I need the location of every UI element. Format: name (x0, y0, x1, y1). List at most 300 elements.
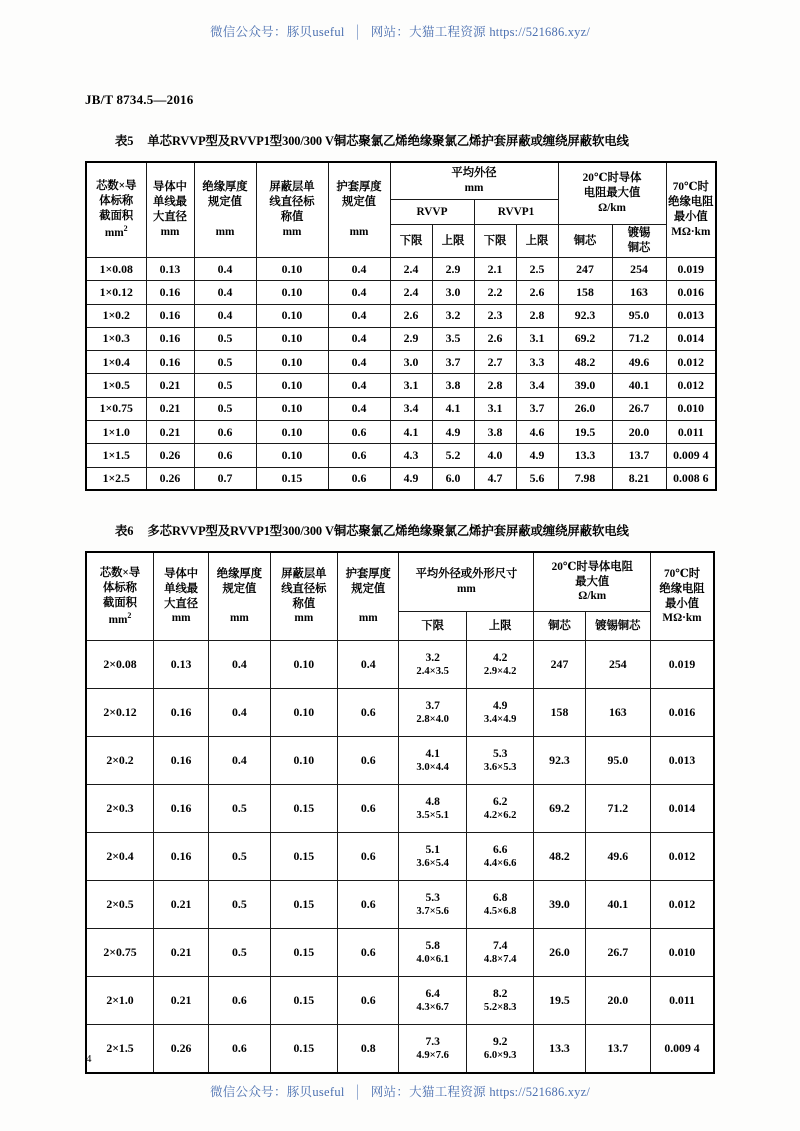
cell-shield-wire-diameter: 0.15 (270, 785, 338, 833)
cell-shield-wire-diameter: 0.10 (256, 444, 328, 467)
cell-sheath-thickness: 0.6 (338, 929, 399, 977)
cell-resistance-tinned: 71.2 (612, 327, 666, 350)
cell-cross-section: 2×0.5 (86, 881, 154, 929)
th-line: 规定值 (351, 582, 386, 595)
cell-resistance-copper: 39.0 (534, 881, 585, 929)
cell-resistance-tinned: 254 (612, 258, 666, 281)
cell-insulation-thickness: 0.4 (194, 304, 256, 327)
cell-insulation-resistance: 0.012 (666, 374, 716, 397)
cell-cross-section: 1×1.0 (86, 421, 146, 444)
table-row (86, 258, 716, 281)
table5-th-tinned-copper-core (612, 225, 666, 258)
cell-rvvp1-lower: 2.2 (474, 281, 516, 304)
cell-upper-limit (466, 1025, 534, 1073)
cell-sheath-thickness: 0.6 (338, 977, 399, 1025)
cell-resistance-copper: 19.5 (558, 421, 612, 444)
cell-rvvp-upper: 4.1 (432, 397, 474, 420)
th-unit: mm (229, 612, 249, 625)
dimension-flat: 6.0×9.3 (483, 1049, 517, 1061)
cell-shield-wire-diameter: 0.10 (256, 327, 328, 350)
th-line: 规定值 (208, 196, 242, 209)
table5-caption-number: 表5 (115, 134, 134, 148)
cell-rvvp-upper: 3.5 (432, 327, 474, 350)
dimension-round: 7.4 (492, 939, 508, 953)
cell-cross-section: 2×0.12 (86, 689, 154, 737)
cell-resistance-tinned: 49.6 (585, 833, 650, 881)
table-row (86, 977, 714, 1025)
cell-cross-section: 2×0.4 (86, 833, 154, 881)
cell-shield-wire-diameter: 0.15 (270, 881, 338, 929)
th-line: 铜芯 (627, 242, 651, 254)
cell-resistance-copper: 19.5 (534, 977, 585, 1025)
cell-insulation-thickness: 0.4 (209, 641, 270, 689)
cell-insulation-resistance: 0.019 (666, 258, 716, 281)
cell-max-wire-diameter: 0.21 (146, 421, 194, 444)
th-line: 绝缘电阻 (659, 582, 705, 595)
table-row (86, 374, 716, 397)
th-unit: mm (104, 226, 124, 239)
cell-sheath-thickness: 0.6 (328, 467, 390, 490)
cell-insulation-thickness: 0.4 (209, 689, 270, 737)
table6-body (86, 641, 714, 1073)
table5-th-sheath-thickness (328, 162, 390, 258)
table6-th-resistance-group (534, 552, 651, 612)
cell-resistance-copper: 247 (558, 258, 612, 281)
cell-rvvp1-lower: 4.0 (474, 444, 516, 467)
cell-insulation-thickness: 0.7 (194, 467, 256, 490)
th-line: 截面积 (103, 596, 137, 609)
cell-rvvp-lower: 2.4 (390, 281, 432, 304)
cell-resistance-copper: 92.3 (534, 737, 585, 785)
cell-max-wire-diameter: 0.21 (154, 929, 209, 977)
th-line: 70℃时 (672, 181, 709, 194)
cell-max-wire-diameter: 0.21 (146, 374, 194, 397)
dimension-round: 4.1 (425, 747, 440, 761)
cell-resistance-copper: 26.0 (534, 929, 585, 977)
cell-cross-section: 2×1.0 (86, 977, 154, 1025)
th-line: 截面积 (99, 210, 134, 223)
table-row (86, 397, 716, 420)
cell-sheath-thickness: 0.6 (338, 785, 399, 833)
dimension-flat: 5.2×8.3 (483, 1002, 517, 1014)
th-line: 体标称 (103, 581, 137, 594)
page-number: 4 (86, 1053, 92, 1065)
cell-rvvp-lower: 4.3 (390, 444, 432, 467)
cell-sheath-thickness: 0.8 (338, 1025, 399, 1073)
watermark-separator: │ (353, 1085, 363, 1099)
cell-max-wire-diameter: 0.16 (146, 327, 194, 350)
cell-resistance-tinned: 163 (585, 689, 650, 737)
cell-upper-limit (466, 641, 534, 689)
cell-rvvp1-lower: 2.1 (474, 258, 516, 281)
cell-rvvp-lower: 3.0 (390, 351, 432, 374)
th-unit-exponent: 2 (127, 610, 132, 620)
th-unit: mm (349, 225, 369, 238)
cell-shield-wire-diameter: 0.10 (256, 258, 328, 281)
dimension-round: 4.8 (425, 795, 440, 809)
dimension-round: 3.2 (425, 651, 440, 665)
dimension-round: 4.2 (492, 651, 508, 665)
cell-shield-wire-diameter: 0.15 (270, 1025, 338, 1073)
th-line: 芯数×导 (99, 566, 141, 579)
cell-insulation-thickness: 0.5 (194, 374, 256, 397)
cell-max-wire-diameter: 0.16 (154, 833, 209, 881)
table5-caption-text: 单芯RVVP型及RVVP1型300/300 V铜芯聚氯乙烯绝缘聚氯乙烯护套屏蔽或缠绕屏蔽软电线 (147, 134, 629, 148)
th-line: 大直径 (153, 211, 187, 223)
table6-caption-text: 多芯RVVP型及RVVP1型300/300 V铜芯聚氯乙烯绝缘聚氯乙烯护套屏蔽或缠绕屏蔽软电线 (147, 524, 629, 538)
th-line: 绝缘厚度 (216, 567, 262, 580)
cell-cross-section: 1×0.08 (86, 258, 146, 281)
dimension-round: 3.7 (425, 699, 440, 713)
watermark-site-label: 网站：大猫工程资源 (370, 25, 486, 39)
cell-rvvp-upper: 3.8 (432, 374, 474, 397)
cell-rvvp1-lower: 2.3 (474, 304, 516, 327)
cell-insulation-thickness: 0.6 (209, 1025, 270, 1073)
cell-rvvp-lower: 4.9 (390, 467, 432, 490)
cell-rvvp-upper: 6.0 (432, 467, 474, 490)
table-row (86, 1025, 714, 1073)
cell-resistance-tinned: 40.1 (612, 374, 666, 397)
cell-insulation-thickness: 0.6 (209, 977, 270, 1025)
table6-th-outer-dimension-group (399, 552, 534, 612)
table5-th-copper-core: 铜芯 (558, 225, 612, 258)
watermark-url: https://521686.xyz/ (489, 25, 591, 39)
cell-shield-wire-diameter: 0.10 (256, 304, 328, 327)
table5-th-rvvp-upper: 上限 (432, 225, 474, 258)
dimension-flat: 4.2×6.2 (483, 810, 517, 822)
cell-sheath-thickness: 0.4 (328, 351, 390, 374)
cell-sheath-thickness: 0.4 (338, 641, 399, 689)
th-line: 护套厚度 (345, 567, 391, 580)
table5-th-rvvp-lower: 下限 (390, 225, 432, 258)
table-row (86, 327, 716, 350)
cell-resistance-tinned: 20.0 (585, 977, 650, 1025)
th-unit: mm (160, 225, 180, 238)
th-line: 单线最 (153, 196, 187, 209)
cell-resistance-copper: 48.2 (534, 833, 585, 881)
table5-th-rvvp: RVVP (390, 200, 474, 225)
cell-rvvp1-upper: 5.6 (516, 467, 558, 490)
cell-resistance-tinned: 95.0 (585, 737, 650, 785)
table-row (86, 281, 716, 304)
cell-insulation-thickness: 0.5 (209, 833, 270, 881)
dimension-round: 4.9 (492, 699, 508, 713)
th-unit: mm (171, 612, 191, 625)
cell-resistance-copper: 48.2 (558, 351, 612, 374)
watermark-site-label: 网站：大猫工程资源 (370, 1085, 486, 1099)
th-line: 最小值 (673, 211, 708, 223)
cell-resistance-tinned: 8.21 (612, 467, 666, 490)
table6-th-shield-wire-diameter (270, 552, 338, 641)
cell-sheath-thickness: 0.4 (328, 281, 390, 304)
table-row (86, 737, 714, 785)
cell-cross-section: 1×0.75 (86, 397, 146, 420)
dimension-round: 5.1 (425, 843, 440, 857)
dimension-flat: 4.0×6.1 (416, 954, 449, 966)
watermark-footer (0, 1082, 800, 1100)
table5-th-insulation-thickness (194, 162, 256, 258)
cell-max-wire-diameter: 0.26 (146, 444, 194, 467)
cell-resistance-copper: 7.98 (558, 467, 612, 490)
table6-th-max-wire-diameter (154, 552, 209, 641)
watermark-url: https://521686.xyz/ (489, 1085, 591, 1099)
cell-lower-limit (399, 977, 467, 1025)
table-row (86, 689, 714, 737)
cell-sheath-thickness: 0.6 (338, 833, 399, 881)
cell-rvvp-lower: 3.1 (390, 374, 432, 397)
th-line: 平均外径或外形尺寸 (415, 568, 518, 581)
cell-shield-wire-diameter: 0.10 (270, 737, 338, 785)
cell-lower-limit (399, 929, 467, 977)
watermark-wechat-label: 微信公众号：豚贝useful (209, 25, 345, 39)
cell-resistance-tinned: 40.1 (585, 881, 650, 929)
dimension-round: 6.8 (492, 891, 508, 905)
cell-insulation-thickness: 0.5 (209, 881, 270, 929)
cell-resistance-tinned: 13.7 (612, 444, 666, 467)
dimension-flat: 4.8×7.4 (483, 954, 517, 966)
dimension-flat: 4.5×6.8 (483, 906, 517, 918)
dimension-flat: 4.3×6.7 (416, 1002, 449, 1014)
dimension-flat: 3.5×5.1 (416, 810, 449, 822)
dimension-flat: 4.9×7.6 (416, 1049, 449, 1061)
table6-th-insulation-resistance (651, 552, 714, 641)
cell-resistance-copper: 158 (558, 281, 612, 304)
standard-number: JB/T 8734.5—2016 (85, 92, 194, 107)
cell-rvvp-upper: 4.9 (432, 421, 474, 444)
th-line: 称值 (292, 597, 316, 610)
th-unit: mm (294, 612, 314, 625)
cell-cross-section: 2×0.3 (86, 785, 154, 833)
cell-lower-limit (399, 1025, 467, 1073)
dimension-flat: 2.9×4.2 (483, 666, 517, 678)
th-unit: mm (108, 613, 128, 626)
cell-insulation-thickness: 0.6 (194, 421, 256, 444)
cell-insulation-resistance: 0.014 (651, 785, 714, 833)
cell-max-wire-diameter: 0.13 (146, 258, 194, 281)
table5-body (86, 258, 716, 491)
watermark-wechat-label: 微信公众号：豚贝useful (209, 1085, 345, 1099)
table5-th-resistance-group (558, 162, 666, 225)
th-line: 20℃时导体 (582, 172, 642, 185)
cell-sheath-thickness: 0.4 (328, 374, 390, 397)
cell-lower-limit (399, 785, 467, 833)
dimension-round: 5.3 (492, 747, 508, 761)
dimension-flat: 3.0×4.4 (416, 762, 449, 774)
dimension-round: 5.8 (425, 939, 440, 953)
th-line: 最大值 (575, 575, 610, 588)
cell-resistance-copper: 13.3 (534, 1025, 585, 1073)
cell-resistance-copper: 39.0 (558, 374, 612, 397)
table-row (86, 351, 716, 374)
cell-cross-section: 2×0.75 (86, 929, 154, 977)
th-unit: mm (457, 583, 476, 595)
cell-rvvp1-lower: 3.8 (474, 421, 516, 444)
cell-insulation-resistance: 0.013 (666, 304, 716, 327)
cell-resistance-tinned: 71.2 (585, 785, 650, 833)
cell-lower-limit (399, 881, 467, 929)
cell-rvvp1-upper: 3.1 (516, 327, 558, 350)
cell-upper-limit (466, 785, 534, 833)
cell-resistance-tinned: 20.0 (612, 421, 666, 444)
th-line: 线直径标 (281, 582, 327, 595)
cell-resistance-tinned: 26.7 (612, 397, 666, 420)
cell-shield-wire-diameter: 0.15 (270, 929, 338, 977)
th-line: 护套厚度 (336, 181, 382, 194)
cell-shield-wire-diameter: 0.10 (270, 689, 338, 737)
th-line: 电阻最大值 (583, 187, 641, 200)
cell-insulation-thickness: 0.5 (209, 929, 270, 977)
cell-max-wire-diameter: 0.26 (154, 1025, 209, 1073)
cell-resistance-copper: 69.2 (558, 327, 612, 350)
table6-th-lower-limit: 下限 (399, 612, 467, 641)
table5-th-rvvp1-upper: 上限 (516, 225, 558, 258)
th-line: 平均外径 (451, 167, 497, 180)
table-row (86, 467, 716, 490)
cell-insulation-thickness: 0.5 (194, 327, 256, 350)
cell-max-wire-diameter: 0.16 (146, 351, 194, 374)
cell-rvvp1-upper: 3.4 (516, 374, 558, 397)
cell-rvvp-lower: 2.9 (390, 327, 432, 350)
table6-th-insulation-thickness (209, 552, 270, 641)
cell-insulation-thickness: 0.6 (194, 444, 256, 467)
table5-th-rvvp1-lower: 下限 (474, 225, 516, 258)
th-line: 大直径 (164, 597, 199, 610)
cell-insulation-resistance: 0.012 (666, 351, 716, 374)
cell-insulation-resistance: 0.008 6 (666, 467, 716, 490)
cell-rvvp1-lower: 2.8 (474, 374, 516, 397)
dimension-round: 8.2 (492, 987, 508, 1001)
cell-shield-wire-diameter: 0.10 (256, 397, 328, 420)
cell-insulation-resistance: 0.011 (666, 421, 716, 444)
cell-insulation-thickness: 0.4 (194, 281, 256, 304)
table6-caption (85, 521, 745, 539)
th-line: 导体中 (164, 567, 199, 580)
cell-resistance-copper: 13.3 (558, 444, 612, 467)
cell-resistance-tinned: 163 (612, 281, 666, 304)
dimension-round: 7.3 (425, 1034, 440, 1048)
cell-lower-limit (399, 833, 467, 881)
cell-rvvp1-lower: 4.7 (474, 467, 516, 490)
cell-resistance-tinned: 49.6 (612, 351, 666, 374)
cell-cross-section: 2×0.08 (86, 641, 154, 689)
dimension-flat: 3.4×4.9 (483, 714, 517, 726)
cell-resistance-copper: 92.3 (558, 304, 612, 327)
table-row (86, 444, 716, 467)
watermark-separator: │ (353, 25, 363, 39)
cell-insulation-thickness: 0.5 (194, 397, 256, 420)
cell-rvvp1-upper: 2.5 (516, 258, 558, 281)
table6-th-upper-limit: 上限 (466, 612, 534, 641)
table5-th-insulation-resistance (666, 162, 716, 258)
cell-cross-section: 2×1.5 (86, 1025, 154, 1073)
th-line: 最小值 (665, 597, 699, 610)
cell-lower-limit (399, 641, 467, 689)
cell-insulation-thickness: 0.5 (194, 351, 256, 374)
th-line: 芯数×导 (96, 180, 137, 193)
cell-max-wire-diameter: 0.16 (154, 737, 209, 785)
cell-sheath-thickness: 0.6 (338, 689, 399, 737)
cell-max-wire-diameter: 0.16 (146, 304, 194, 327)
cell-upper-limit (466, 881, 534, 929)
cell-cross-section: 1×0.5 (86, 374, 146, 397)
cell-rvvp-upper: 3.2 (432, 304, 474, 327)
cell-insulation-resistance: 0.011 (651, 977, 714, 1025)
cell-upper-limit (466, 833, 534, 881)
cell-resistance-tinned: 26.7 (585, 929, 650, 977)
th-unit: Ω/km (578, 590, 607, 603)
cell-max-wire-diameter: 0.13 (154, 641, 209, 689)
cell-shield-wire-diameter: 0.15 (270, 833, 338, 881)
cell-max-wire-diameter: 0.16 (154, 689, 209, 737)
cell-shield-wire-diameter: 0.10 (256, 374, 328, 397)
cell-shield-wire-diameter: 0.10 (270, 641, 338, 689)
th-line: 称值 (280, 211, 304, 223)
cell-insulation-thickness: 0.4 (209, 737, 270, 785)
table6-th-cross-section (86, 552, 154, 641)
cell-lower-limit (399, 737, 467, 785)
th-line: 单线最 (164, 582, 199, 595)
cell-resistance-copper: 26.0 (558, 397, 612, 420)
cell-insulation-thickness: 0.5 (209, 785, 270, 833)
cell-upper-limit (466, 977, 534, 1025)
cell-rvvp-upper: 5.2 (432, 444, 474, 467)
th-unit: MΩ·km (671, 225, 711, 238)
dimension-flat: 2.4×3.5 (416, 666, 449, 678)
th-line: 绝缘电阻 (668, 196, 714, 209)
th-line: 20℃时导体电阻 (551, 560, 633, 573)
table-row (86, 929, 714, 977)
cell-insulation-resistance: 0.016 (666, 281, 716, 304)
table5-th-max-wire-diameter (146, 162, 194, 258)
cell-max-wire-diameter: 0.26 (146, 467, 194, 490)
cell-rvvp-lower: 2.6 (390, 304, 432, 327)
cell-insulation-resistance: 0.012 (651, 833, 714, 881)
table-single-core-rvvp (85, 161, 717, 491)
cell-max-wire-diameter: 0.21 (154, 881, 209, 929)
dimension-round: 9.2 (492, 1034, 508, 1048)
cell-sheath-thickness: 0.6 (338, 881, 399, 929)
th-unit: mm (282, 225, 302, 238)
cell-upper-limit (466, 689, 534, 737)
table-row (86, 833, 714, 881)
cell-cross-section: 1×0.3 (86, 327, 146, 350)
cell-rvvp-lower: 3.4 (390, 397, 432, 420)
th-unit: MΩ·km (662, 612, 702, 625)
cell-cross-section: 1×0.4 (86, 351, 146, 374)
cell-rvvp1-upper: 3.3 (516, 351, 558, 374)
cell-upper-limit (466, 737, 534, 785)
cell-insulation-resistance: 0.009 4 (666, 444, 716, 467)
table5-caption (85, 131, 745, 149)
table6-th-copper-core: 铜芯 (534, 612, 585, 641)
cell-rvvp1-lower: 2.7 (474, 351, 516, 374)
cell-insulation-thickness: 0.4 (194, 258, 256, 281)
table5-header (86, 162, 716, 258)
cell-rvvp-upper: 3.7 (432, 351, 474, 374)
cell-rvvp1-lower: 3.1 (474, 397, 516, 420)
dimension-flat: 3.6×5.3 (483, 762, 517, 774)
dimension-flat: 3.7×5.6 (416, 906, 449, 918)
cell-cross-section: 1×2.5 (86, 467, 146, 490)
cell-insulation-resistance: 0.019 (651, 641, 714, 689)
table5-th-outer-diameter-group (390, 162, 558, 200)
cell-insulation-resistance: 0.013 (651, 737, 714, 785)
dimension-round: 6.2 (492, 795, 508, 809)
table6-caption-number: 表6 (115, 524, 134, 538)
th-line: 规定值 (342, 196, 376, 209)
cell-max-wire-diameter: 0.16 (154, 785, 209, 833)
th-line: 屏蔽层单 (269, 181, 315, 194)
